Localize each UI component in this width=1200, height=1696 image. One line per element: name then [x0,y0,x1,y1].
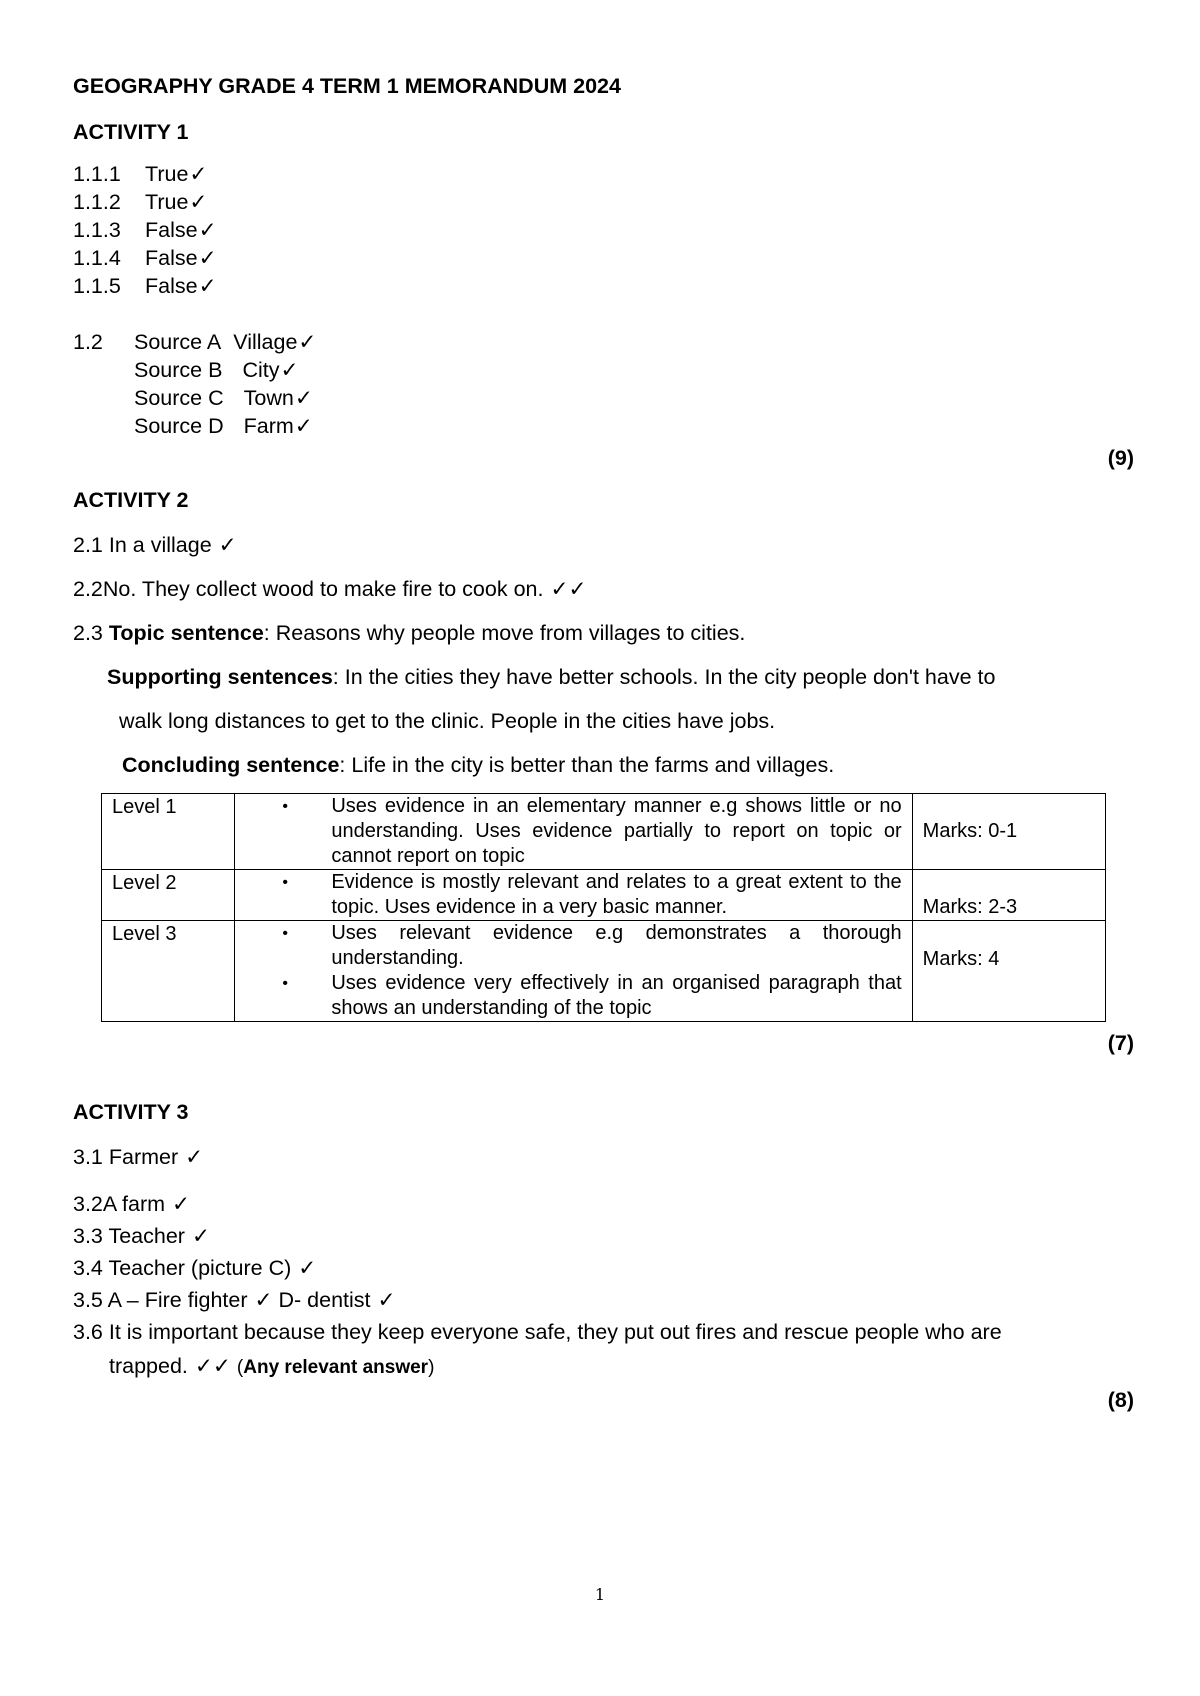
topic-sentence-label: Topic sentence [108,621,264,645]
activity-1-total: (9) [1107,446,1134,470]
tick-icon: ✓ [198,274,217,298]
source-label: Source D [134,414,224,438]
source-a-row [134,332,316,354]
answer-2-3-topic [73,623,745,645]
rubric-marks: Marks: 2-3 [912,870,1105,921]
tick-icon: ✓ [298,1256,317,1280]
tick-icon: ✓ [198,246,217,270]
bullet-icon: • [282,874,288,891]
supporting-sentences-line-1 [107,667,995,689]
document-title: GEOGRAPHY GRADE 4 TERM 1 MEMORANDUM 2024 [73,74,621,98]
answer-1-1-2 [73,192,207,214]
answer-text: True [145,162,189,186]
question-number: 1.1.1 [73,162,121,186]
answer-3-2 [73,1194,190,1216]
answer-1-1-1 [73,164,207,186]
tick-icon: ✓ [254,1288,273,1312]
supporting-sentences-label: Supporting sentences [107,665,333,689]
answer-1-1-3 [73,220,217,242]
rubric-row-level-1 [102,794,1106,870]
rubric-description [235,794,912,870]
double-tick-icon: ✓✓ [194,1354,231,1378]
activity-3-heading: ACTIVITY 3 [73,1100,189,1124]
activity-3-total: (8) [1107,1388,1134,1412]
rubric-level: Level 1 [102,794,235,870]
tick-icon: ✓ [185,1145,204,1169]
bullet-icon: • [282,925,288,942]
question-1-2-number: 1.2 [73,330,103,354]
rubric-description [235,921,912,1022]
page-number: 1 [594,1585,606,1604]
answer-text: True [145,190,189,214]
answer-3-1 [73,1147,203,1169]
concluding-sentence [122,755,834,777]
answer-3-4 [73,1258,316,1280]
rubric-description [235,870,912,921]
answer-text: False [145,274,198,298]
question-number: 1.1.4 [73,246,121,270]
answer-text: Village [233,330,298,354]
answer-text: False [145,218,198,242]
source-label: Source A [134,330,222,354]
activity-2-heading: ACTIVITY 2 [73,488,189,512]
answer-text: 3.3 Teacher [73,1224,185,1248]
answer-3-3 [73,1226,210,1248]
answer-text: D- dentist [278,1288,371,1312]
answer-text: trapped. [109,1354,188,1378]
rubric-level: Level 3 [102,921,235,1022]
answer-text: 3.5 A – Fire fighter [73,1288,248,1312]
tick-icon: ✓ [280,358,299,382]
answer-text: City [242,358,280,382]
tick-icon: ✓ [294,386,313,410]
source-d-row [134,416,313,438]
source-c-row [134,388,313,410]
tick-icon: ✓ [198,218,217,242]
tick-icon: ✓ [377,1288,396,1312]
rubric-level: Level 2 [102,870,235,921]
marking-note: (Any relevant answer) [236,1357,435,1378]
double-tick-icon: ✓✓ [550,577,587,601]
activity-1-heading: ACTIVITY 1 [73,120,189,144]
activity-2-total: (7) [1107,1031,1134,1055]
concluding-sentence-label: Concluding sentence [122,753,340,777]
bullet-icon: • [282,975,288,992]
concluding-sentence-text: : Life in the city is better than the farms and villages. [339,753,835,777]
topic-sentence-text: : Reasons why people move from villages to cities. [263,621,746,645]
answer-text: 2.2No. They collect wood to make fire to cook on. [73,577,544,601]
question-number: 1.1.3 [73,218,121,242]
answer-2-1 [73,535,237,557]
answer-text: False [145,246,198,270]
tick-icon: ✓ [189,162,208,186]
bullet-icon: • [282,798,288,815]
rubric-table [101,793,1106,1022]
tick-icon: ✓ [189,190,208,214]
answer-3-5 [73,1290,396,1312]
answer-text: 3.2A farm [73,1192,166,1216]
tick-icon: ✓ [191,1224,210,1248]
answer-1-1-4 [73,248,217,270]
supporting-sentences-line-2: walk long distances to get to the clinic. People in the cities have jobs. [119,709,776,733]
supporting-sentences-text: : In the cities they have better schools. In the city people don't have to [332,665,996,689]
source-label: Source B [134,358,223,382]
answer-text: Farm [243,414,294,438]
rubric-criterion: Uses relevant evidence e.g demonstrates a thorough understanding. [331,922,902,969]
answer-3-6-line-1: 3.6 It is important because they keep everyone safe, they put out fires and rescue people who are [73,1320,1002,1344]
rubric-row-level-3 [102,921,1106,1022]
answer-text: 2.1 In a village [73,533,212,557]
answer-1-1-5 [73,276,217,298]
rubric-row-level-2 [102,870,1106,921]
rubric-criterion: Uses evidence in an elementary manner e.g shows little or no understanding. Uses evidence partially to report on topic or cannot report on topic [331,795,902,867]
question-number: 1.1.5 [73,274,121,298]
rubric-marks: Marks: 0-1 [912,794,1105,870]
tick-icon: ✓ [218,533,237,557]
source-b-row [134,360,298,382]
rubric-marks: Marks: 4 [912,921,1105,1022]
answer-text: 3.1 Farmer [73,1145,179,1169]
answer-2-2 [73,579,587,601]
question-number: 2.3 [73,621,103,645]
rubric-criterion: Uses evidence very effectively in an organised paragraph that shows an understanding of the topic [331,972,902,1019]
answer-3-6-line-2 [109,1356,434,1378]
rubric-criterion: Evidence is mostly relevant and relates to a great extent to the topic. Uses evidence in a very basic manner. [331,871,902,918]
answer-text: Town [243,386,294,410]
source-label: Source C [134,386,224,410]
tick-icon: ✓ [298,330,317,354]
answer-text: 3.4 Teacher (picture C) [73,1256,292,1280]
question-number: 1.1.2 [73,190,121,214]
tick-icon: ✓ [172,1192,191,1216]
tick-icon: ✓ [294,414,313,438]
